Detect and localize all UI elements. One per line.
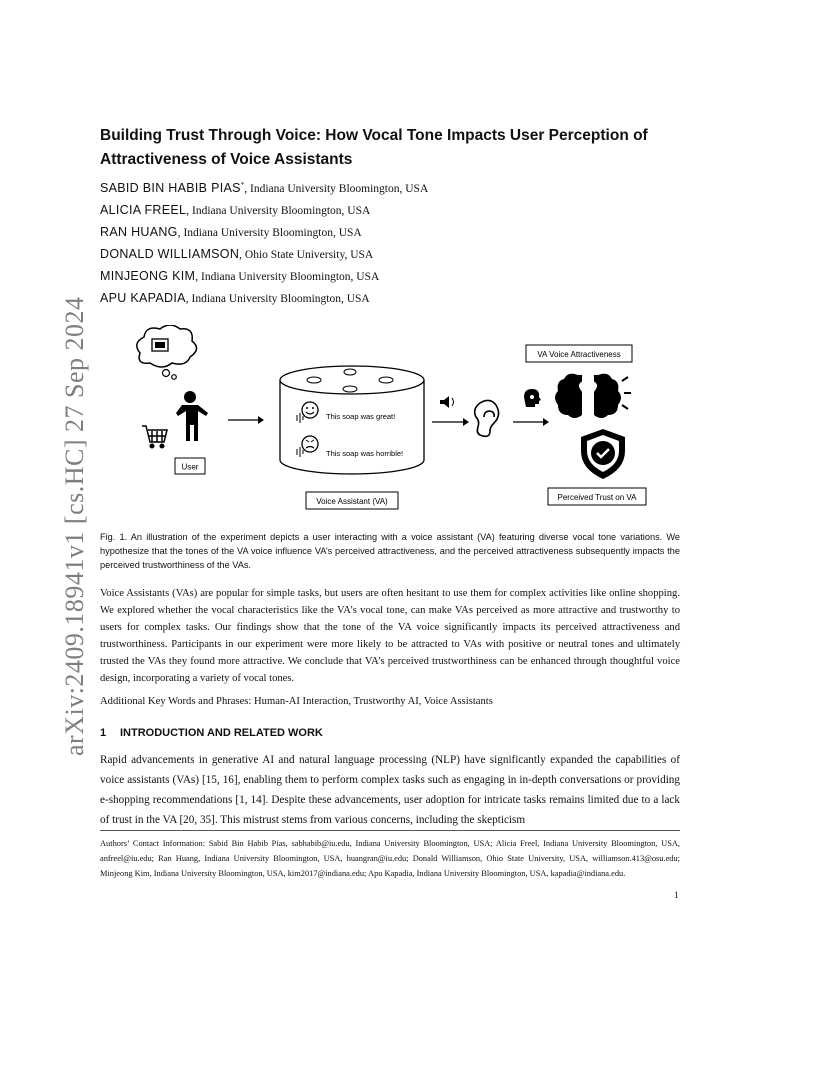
positive-tone-speech: This soap was great! <box>326 412 396 421</box>
author-name: SABID BIN HABIB PIAS <box>100 181 241 195</box>
author-affiliation: , Indiana University Bloomington, USA <box>186 205 371 217</box>
thought-bubble-icon <box>137 325 197 379</box>
page-number: 1 <box>674 891 679 901</box>
va-label: Voice Assistant (VA) <box>316 497 388 506</box>
author-affiliation: , Ohio State University, USA <box>239 249 374 261</box>
cart-icon <box>142 426 167 448</box>
author-line <box>100 269 379 284</box>
user-label: User <box>181 462 199 472</box>
author-affiliation: , Indiana University Bloomington, USA <box>195 271 380 283</box>
ear-icon <box>475 400 499 436</box>
head-icon <box>524 389 541 407</box>
author-name: RAN HUANG <box>100 225 178 239</box>
author-line <box>100 181 428 196</box>
author-name: MINJEONG KIM <box>100 269 196 283</box>
arxiv-identifier-stamp: arXiv:2409.18941v1 [cs.HC] 27 Sep 2024 <box>60 296 89 756</box>
person-icon <box>176 391 208 441</box>
author-line <box>100 225 362 240</box>
section-title: INTRODUCTION AND RELATED WORK <box>120 727 323 739</box>
brain-heart-icon <box>555 374 631 418</box>
author-contact-footnote: Authors’ Contact Information: Sabid Bin Habib Pias, sabhabib@iu.edu, Indiana University Bloomington, USA; Alicia Freel, Indiana University Bloomington, USA, anfreel@iu.edu; Ran Huang, Indiana University Bloomington, USA, huangran@iu.edu; Donald Williamson, Ohio State University, USA, williamson.413@osu.edu; Minjeong Kim, Indiana University Bloomington, USA, kim2017@indiana.edu; Apu Kapadia, Indiana University Bloomington, USA, kapadia@indiana.edu. <box>100 839 680 878</box>
section-number: 1 <box>100 727 107 739</box>
author-affiliation: , Indiana University Bloomington, USA <box>244 183 429 195</box>
author-name: APU KAPADIA <box>100 291 186 305</box>
section-heading <box>100 727 323 739</box>
author-affiliation: , Indiana University Bloomington, USA <box>185 293 370 305</box>
speaker-icon <box>440 396 454 408</box>
author-name: ALICIA FREEL <box>100 203 187 217</box>
abstract: Voice Assistants (VAs) are popular for simple tasks, but users are often hesitant to use them for complex activities like online shopping. We explored whether the vocal characteristics like the VA’s vocal tone, can make VAs perceived as more attractive and trustworthy to users for complex tasks. Our findings show that the tone of the VA voice significantly impacts its perceived attractiveness and trustworthiness. Participants in our experiment were more likely to be attracted to VAs with positive or neutral tones and ultimately trusted the VAs they found more attractive. We conclude that VA’s perceived trustworthiness can be enhanced through thoughtful voice design, incorporating a variety of vocal tones. <box>100 588 680 684</box>
author-affiliation: , Indiana University Bloomington, USA <box>177 227 362 239</box>
flow-arrow <box>513 418 549 426</box>
trust-label: Perceived Trust on VA <box>557 493 637 502</box>
corresponding-author-mark: * <box>240 181 245 189</box>
author-line <box>100 247 373 262</box>
experiment-illustration-figure <box>128 325 658 520</box>
author-name: DONALD WILLIAMSON <box>100 247 240 261</box>
paper-title: Building Trust Through Voice: How Vocal Tone Impacts User Perception of Attractiveness of Voice Assistants <box>100 127 648 168</box>
flow-arrow <box>432 418 469 426</box>
figure-caption: Fig. 1. An illustration of the experiment depicts a user interacting with a voice assistant (VA) featuring diverse vocal tone variations. We hypothesize that the tones of the VA voice influence VA’s perceived attractiveness, and the perceived attractiveness subsequently impacts the perceived trustworthiness of the VAs. <box>100 532 680 570</box>
introduction-paragraph: Rapid advancements in generative AI and natural language processing (NLP) have significantly expanded the capabilities of voice assistants (VAs) [15, 16], enabling them to perform complex tasks such as engaging in in-depth conversations or providing e-shopping recommendations [1, 14]. Despite these advancements, user adoption for intricate tasks remains limited due to a lack of trust in the VA [20, 35]. This mistrust stems from various concerns, including the skepticism <box>100 754 680 826</box>
author-line <box>100 291 370 306</box>
shield-check-icon <box>581 429 625 479</box>
negative-tone-speech: This soap was horrible! <box>326 449 404 458</box>
keywords: Additional Key Words and Phrases: Human-AI Interaction, Trustworthy AI, Voice Assistants <box>100 696 493 707</box>
attractiveness-label: VA Voice Attractiveness <box>537 350 621 359</box>
footnote-divider <box>100 830 680 831</box>
flow-arrow <box>228 416 264 424</box>
author-line <box>100 203 370 218</box>
